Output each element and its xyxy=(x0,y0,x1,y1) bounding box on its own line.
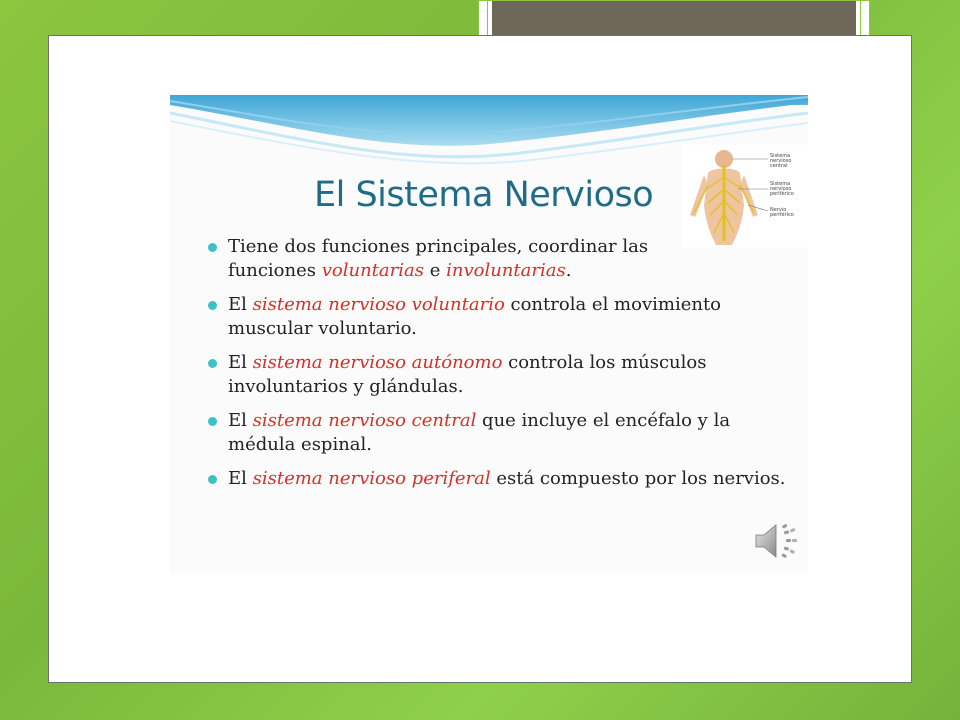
figure-label: Sistema nervioso central xyxy=(770,153,792,169)
bullet-item: El sistema nervioso periferal está compuesto por los nervios. xyxy=(206,467,786,491)
bullet-dot xyxy=(208,243,217,252)
bullet-item: El sistema nervioso autónomo controla los músculos involuntarios y glándulas. xyxy=(206,351,786,399)
speaker-icon[interactable] xyxy=(752,519,800,563)
bullet-list xyxy=(206,235,786,501)
nervous-system-figure-icon xyxy=(682,145,808,247)
bullet-item: Tiene dos funciones principales, coordinar las funciones voluntarias e involuntarias. xyxy=(206,235,668,283)
bullet-dot xyxy=(208,301,217,310)
slide-title: El Sistema Nervioso xyxy=(314,175,654,215)
figure-label: Sistema nervioso periférico xyxy=(770,181,794,197)
bullet-item: El sistema nervioso voluntario controla el movimiento muscular voluntario. xyxy=(206,293,786,341)
bullet-dot xyxy=(208,475,217,484)
figure-label: Nervio periférico xyxy=(770,207,794,218)
bullet-item: El sistema nervioso central que incluye el encéfalo y la médula espinal. xyxy=(206,409,786,457)
slide-image xyxy=(170,95,808,573)
bullet-dot xyxy=(208,359,217,368)
bullet-dot xyxy=(208,417,217,426)
